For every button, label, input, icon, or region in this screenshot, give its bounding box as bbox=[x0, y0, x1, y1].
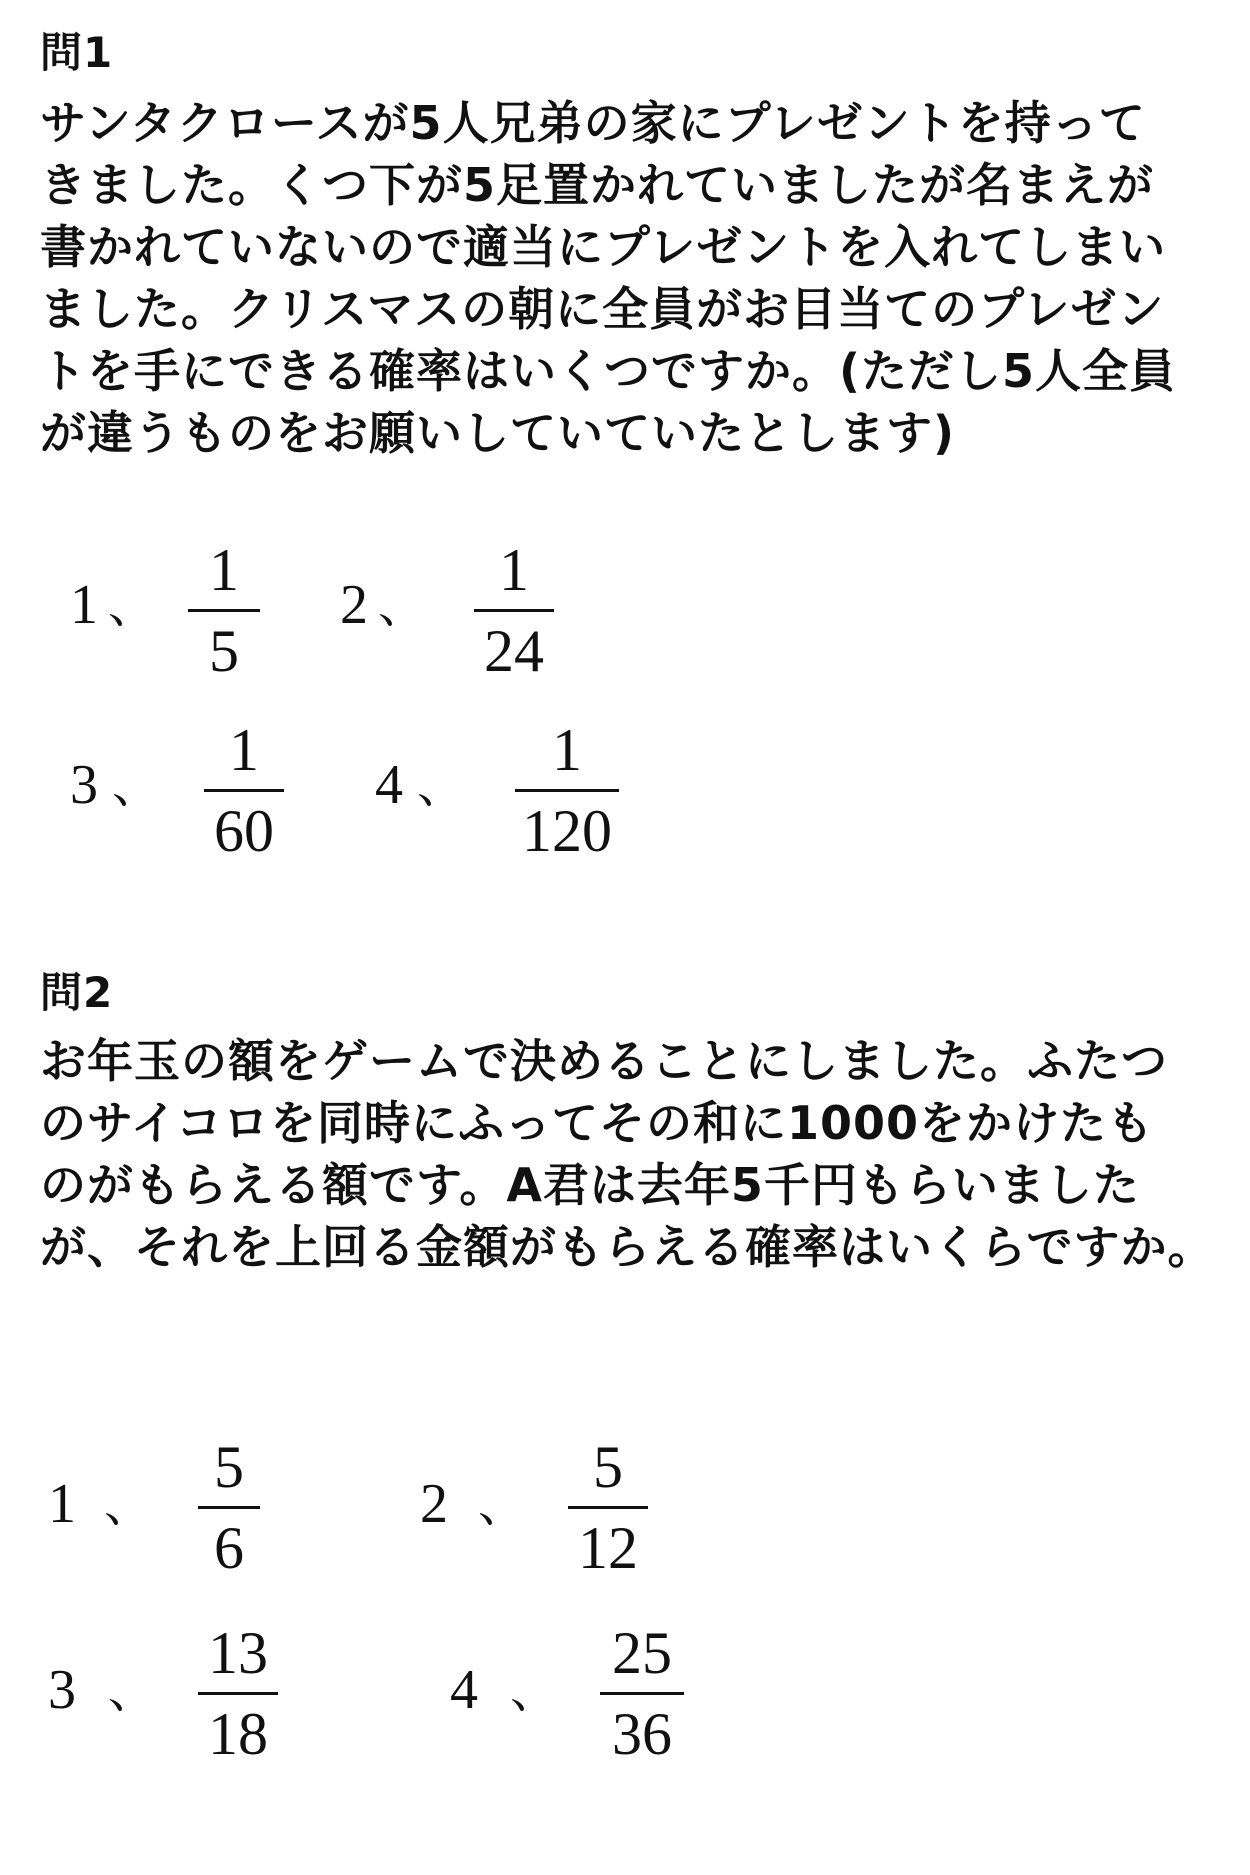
numerator: 1 bbox=[499, 537, 529, 603]
choice-number: 1 bbox=[48, 1473, 76, 1535]
question-1-heading: 問1 bbox=[40, 28, 114, 77]
denominator: 6 bbox=[214, 1515, 244, 1581]
question-2-text: お年玉の額をゲームで決めることにしました。ふたつ のサイコロを同時にふってその和に1000をかけたも のがもらえる額です。A君は去年5千円もらいました が、それを上回る金額がもらえる確率はいくらですか。 bbox=[40, 1034, 1215, 1274]
question-1-text: サンタクロースが5人兄弟の家にプレゼントを持って きました。くつ下が5足置かれていましたが名まえが 書かれていないので適当にプレゼントを入れてしまい ました。クリスマスの朝に全員がお目当てのプレゼン トを手にできる確率はいくつですか。(ただし5人全員 が違うものをお願いしていていたとします) bbox=[40, 96, 1177, 460]
q1-choice-1-fraction bbox=[188, 535, 260, 686]
choice-number: 2 bbox=[340, 574, 368, 636]
denominator: 24 bbox=[484, 618, 544, 684]
choice-number: 1 bbox=[70, 574, 98, 636]
denominator: 12 bbox=[578, 1515, 638, 1581]
fraction-bar bbox=[198, 1506, 260, 1509]
q2-choice-2-fraction bbox=[568, 1432, 648, 1583]
choice-separator: 、 bbox=[108, 1665, 157, 1718]
choice-separator: 、 bbox=[112, 760, 161, 813]
fraction-bar bbox=[474, 609, 554, 612]
numerator: 25 bbox=[612, 1620, 672, 1686]
q1-choice-2-fraction bbox=[474, 535, 554, 686]
choice-number: 3 bbox=[70, 754, 98, 816]
q1-choice-4-fraction bbox=[515, 715, 619, 866]
q1-choice-3-fraction bbox=[204, 715, 284, 866]
q2-choice-1-fraction bbox=[198, 1432, 260, 1583]
numerator: 1 bbox=[209, 537, 239, 603]
fraction-bar bbox=[204, 789, 284, 792]
fraction-bar bbox=[515, 789, 619, 792]
choice-separator: 、 bbox=[104, 1479, 153, 1532]
numerator: 1 bbox=[229, 717, 259, 783]
numerator: 5 bbox=[593, 1434, 623, 1500]
denominator: 60 bbox=[214, 798, 274, 864]
fraction-bar bbox=[188, 609, 260, 612]
choice-separator: 、 bbox=[510, 1665, 559, 1718]
denominator: 5 bbox=[209, 618, 239, 684]
fraction-bar bbox=[198, 1692, 278, 1695]
fraction-bar bbox=[568, 1506, 648, 1509]
denominator: 36 bbox=[612, 1701, 672, 1767]
choice-number: 3 bbox=[48, 1659, 76, 1721]
choice-number: 2 bbox=[420, 1473, 448, 1535]
fraction-bar bbox=[600, 1692, 684, 1695]
choice-number: 4 bbox=[375, 754, 403, 816]
choice-number: 4 bbox=[450, 1659, 478, 1721]
numerator: 1 bbox=[552, 717, 582, 783]
denominator: 120 bbox=[522, 798, 612, 864]
choice-separator: 、 bbox=[378, 580, 427, 633]
numerator: 5 bbox=[214, 1434, 244, 1500]
q2-choice-3-fraction bbox=[198, 1618, 278, 1769]
choice-separator: 、 bbox=[417, 760, 466, 813]
question-2-heading: 問2 bbox=[40, 968, 114, 1017]
numerator: 13 bbox=[208, 1620, 268, 1686]
choice-separator: 、 bbox=[478, 1479, 527, 1532]
q2-choice-4-fraction bbox=[600, 1618, 684, 1769]
denominator: 18 bbox=[208, 1701, 268, 1767]
choice-separator: 、 bbox=[108, 580, 157, 633]
